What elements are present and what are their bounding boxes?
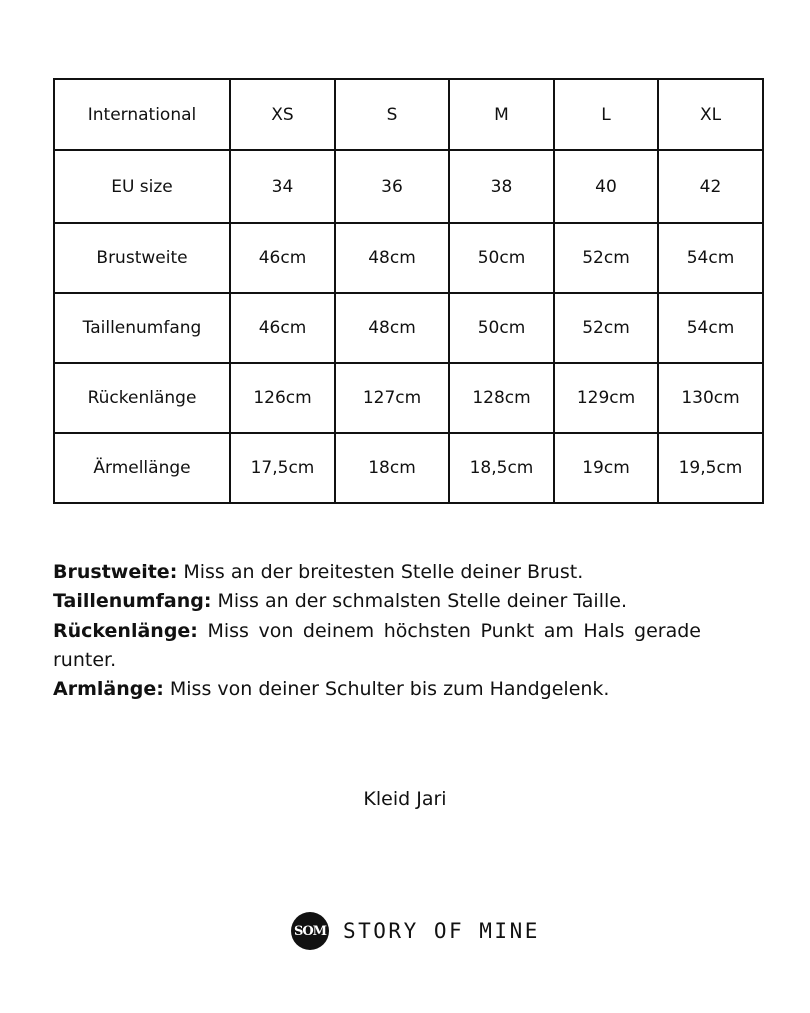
table-cell: 19,5cm (658, 433, 763, 503)
table-cell: 54cm (658, 223, 763, 293)
note-rueckenlaenge (53, 617, 701, 676)
table-cell: 52cm (554, 223, 658, 293)
table-cell: 19cm (554, 433, 658, 503)
table-row-aermellaenge (54, 433, 763, 503)
table-cell: 42 (658, 150, 763, 223)
table-cell: 50cm (449, 293, 554, 363)
table-row-brustweite (54, 223, 763, 293)
table-row-eu-size (54, 150, 763, 223)
note-label: Brustweite: (53, 561, 178, 583)
note-text: Miss an der schmalsten Stelle deiner Taille. (211, 590, 628, 613)
row-header: Rückenlänge (54, 363, 230, 433)
note-brustweite (53, 558, 701, 587)
table-cell: 126cm (230, 363, 335, 433)
table-cell: 38 (449, 150, 554, 223)
table-cell: 46cm (230, 223, 335, 293)
brand-footer (291, 912, 540, 950)
table-row-international (54, 79, 763, 150)
row-header: Brustweite (54, 223, 230, 293)
table-cell: S (335, 79, 449, 150)
brand-logo-icon: SOM (291, 912, 329, 950)
table-cell: 17,5cm (230, 433, 335, 503)
note-label: Taillenumfang: (53, 590, 212, 613)
product-name: Kleid Jari (363, 788, 447, 810)
table-cell: 18,5cm (449, 433, 554, 503)
table-cell: 48cm (335, 223, 449, 293)
table-cell: 50cm (449, 223, 554, 293)
table-cell: XS (230, 79, 335, 150)
note-text: Miss an der breitesten Stelle deiner Brust. (177, 561, 584, 583)
table-cell: XL (658, 79, 763, 150)
table-cell: 36 (335, 150, 449, 223)
table-cell: 127cm (335, 363, 449, 433)
note-text: Miss von deiner Schulter bis zum Handgelenk. (163, 678, 610, 701)
table-cell: 18cm (335, 433, 449, 503)
note-armlaenge (53, 675, 701, 704)
table-cell: 130cm (658, 363, 763, 433)
table-row-taillenumfang (54, 293, 763, 363)
row-header: EU size (54, 150, 230, 223)
table-row-rueckenlaenge (54, 363, 763, 433)
measurement-instructions (53, 558, 701, 704)
table-cell: 52cm (554, 293, 658, 363)
note-text: Miss von deinem höchsten Punkt am Hals gerade runter. (53, 619, 701, 671)
table-cell: 54cm (658, 293, 763, 363)
brand-name: STORY OF MINE (343, 919, 540, 943)
table-cell: 129cm (554, 363, 658, 433)
note-taillenumfang (53, 587, 701, 616)
note-label: Armlänge: (53, 678, 164, 701)
table-cell: M (449, 79, 554, 150)
table-cell: 40 (554, 150, 658, 223)
table-cell: L (554, 79, 658, 150)
note-label: Rückenlänge: (53, 619, 198, 642)
row-header: International (54, 79, 230, 150)
row-header: Ärmellänge (54, 433, 230, 503)
table-cell: 34 (230, 150, 335, 223)
table-cell: 48cm (335, 293, 449, 363)
table-cell: 46cm (230, 293, 335, 363)
row-header: Taillenumfang (54, 293, 230, 363)
size-chart-table (53, 78, 764, 504)
table-cell: 128cm (449, 363, 554, 433)
